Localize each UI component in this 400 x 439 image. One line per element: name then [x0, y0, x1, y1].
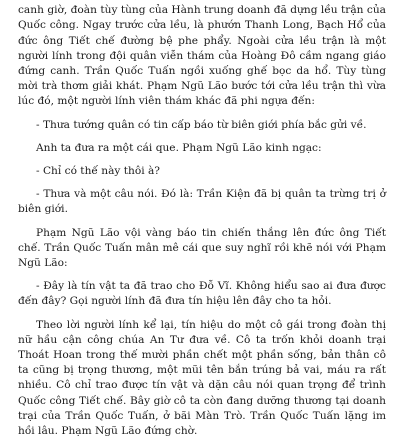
paragraph-1: canh giờ, đoàn tùy tùng của Hành trung doanh đã dựng lều trận của Quốc công. Ngay trước cửa lều, là phướn Thanh Long, Bạch Hổ của đức ông Tiết chế đường bệ phe phẩy. Ngoài cửa lều trận là một người lính trong đội quân viễn thám của Hoàng Đô cầm ngang giáo đứng canh. Trần Quốc Tuấn ngồi xuống ghế bọc da hổ. Tùy tùng mời trà thơm giải khát. Phạm Ngũ Lão bước tới cửa lều trận thì vừa lúc đó, một người lính viên thám khác đã phi ngựa đến: — [18, 4, 386, 108]
paragraph-8: Theo lời người lính kể lại, tín hiệu do một cô gái trong đoàn thị nữ hầu cận công chúa An Tư đưa về. Cô ta trốn khỏi doanh trại Thoát Hoan trong thế mười phần chết một phần sống, bản thân cô ta cũng bị trọng thương, một mũi tên bắn trúng bả vai, máu ra rất nhiều. Cô chỉ trao được tín vật và dặn câu nói quan trọng để trình Quốc công Tiết chế. Bây giờ cô ta còn đang dưỡng thương tại doanh trại của Trần Quốc Tuấn, ở bãi Màn Trò. Trần Quốc Tuấn lặng im hồi lâu. Phạm Ngũ Lão đứng chờ. — [18, 318, 386, 438]
paragraph-2: - Thưa tướng quân có tin cấp báo từ biên giới phía bắc gửi về. — [36, 118, 367, 131]
paragraph-3: Anh ta đưa ra một cái que. Phạm Ngũ Lão kinh ngạc: — [36, 141, 322, 154]
paragraph-6: Phạm Ngũ Lão vội vàng báo tin chiến thắng lên đức ông Tiết chế. Trần Quốc Tuấn mân mê cái que suy nghĩ rồi khẽ nói với Phạm Ngũ Lão: — [18, 226, 386, 270]
paragraph-7: - Đây là tín vật ta đã trao cho Đỗ Vĩ. Không hiểu sao ai đưa được đến đây? Gọi người lính đã đưa tín hiệu lên đây cho ta hỏi. — [18, 280, 386, 308]
paragraph-5: - Thưa và một câu nói. Đó là: Trần Kiện đã bị quân ta trừng trị ở biên giới. — [18, 188, 386, 216]
paragraph-4: - Chỉ có thế này thôi à? — [36, 165, 160, 178]
